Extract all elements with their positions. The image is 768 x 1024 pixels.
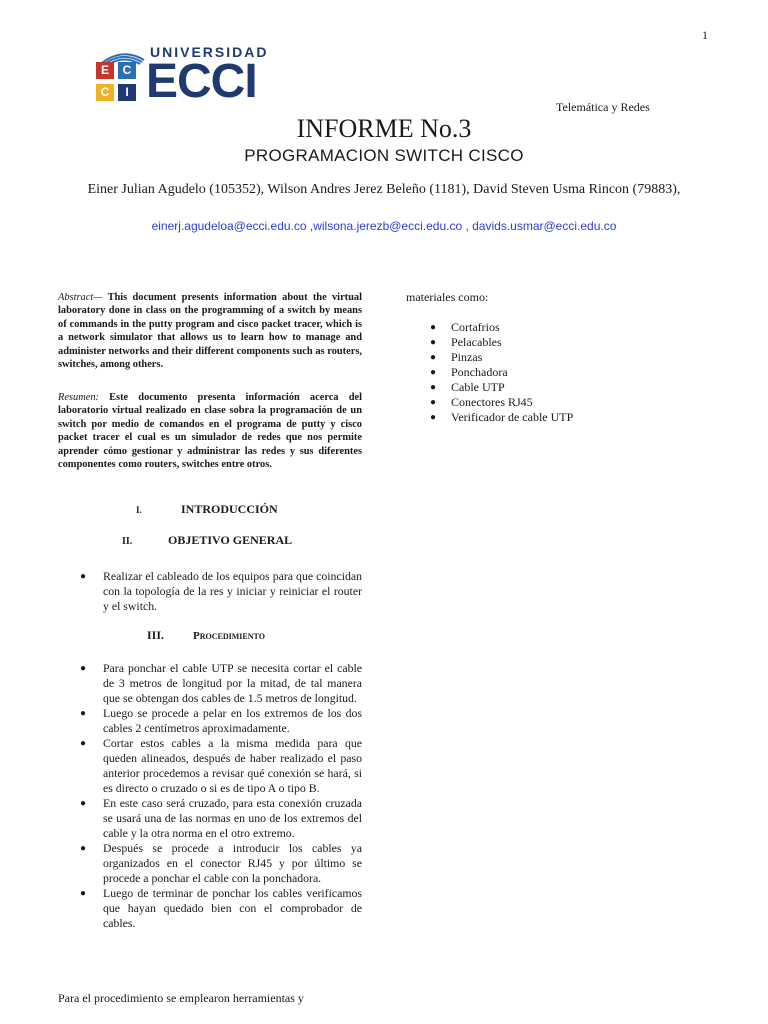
abstract-text: This document presents information about the virtual laboratory done in class on the programming of a switch by means of commands in the putty program and cisco packet tracer, which is a network simulator that allows us to learn how to manage and administer networks and their different components such as routers, switches, among others. [58, 292, 362, 371]
list-item: ● Pelacables [406, 335, 706, 350]
section-introduccion-heading [136, 502, 278, 517]
objetivo-list [58, 569, 362, 614]
abstract-paragraph [58, 291, 362, 371]
resumen-text: Este documento presenta información acerca del laboratorio virtual realizado en clase sobra la programación de un switch por medio de comandos en el programa de putty y cisco packet tracer el cual es un simulador de redes que nos permite aprender cómo gestionar y administrar las redes y sus diferentes componentes como routers, switches entre otros. [58, 392, 362, 471]
materials-list [406, 320, 706, 425]
resumen-label: Resumen: [58, 392, 99, 403]
procedimiento-list [58, 661, 362, 931]
abstract-label: Abstract— [58, 292, 103, 303]
section-objetivo-heading [122, 533, 292, 548]
list-item: ● Cortafrios [406, 320, 706, 335]
list-item: ● Conectores RJ45 [406, 395, 706, 410]
logo-tile-c1: C [118, 62, 136, 79]
section-number: II. [122, 536, 133, 547]
logo-tile-c2: C [96, 84, 114, 101]
department-label: Telemática y Redes [556, 100, 650, 114]
resumen-paragraph [58, 391, 362, 471]
logo-tile-e: E [96, 62, 114, 79]
list-item: ● Luego de terminar de ponchar los cables verificamos que hayan quedado bien con el comprobador de cables. [58, 886, 362, 931]
emails-line: einerj.agudeloa@ecci.edu.co ,wilsona.jerezb@ecci.edu.co , davids.usmar@ecci.edu.co [151, 219, 617, 233]
list-item: ● En este caso será cruzado, para esta conexión cruzada se usará una de las normas en uno de los extremos del cable y la otra norma en el otro extremo. [58, 796, 362, 841]
list-item: ● Cortar estos cables a la misma medida para que queden alineados, después de haber realizado el paso anterior procedemos a revisar qué conexión se hará, si es directo o cruzado o si es de tipo A o tipo B. [58, 736, 362, 796]
section-title: Procedimiento [193, 630, 265, 642]
list-item: ● Realizar el cableado de los equipos para que coincidan con la topología de la res y iniciar y reiniciar el router y el switch. [58, 569, 362, 614]
logo-main-text: ECCI [146, 55, 257, 108]
section-number: III. [147, 628, 165, 642]
list-item: ● Luego se procede a pelar en los extremos de los dos cables 2 centímetros aproximadamente. [58, 706, 362, 736]
report-subtitle: PROGRAMACION SWITCH CISCO [244, 146, 524, 165]
list-item: ● Para ponchar el cable UTP se necesita cortar el cable de 3 metros de longitud por la mitad, de tal manera que se obtengan dos cables de 1.5 metros de longitud. [58, 661, 362, 706]
list-item: ● Después se procede a introducir los cables ya organizados en el conector RJ45 y por último se procede a ponchar el cable con la ponchadora. [58, 841, 362, 886]
list-item: ● Cable UTP [406, 380, 706, 395]
section-title: INTRODUCCIÓN [181, 502, 278, 516]
closing-paragraph: Para el procedimiento se emplearon herramientas y [58, 991, 304, 1005]
authors-line: Einer Julian Agudelo (105352), Wilson Andres Jerez Beleño (1181), David Steven Usma Rincon (79883), [87, 182, 681, 197]
section-title: OBJETIVO GENERAL [168, 533, 293, 547]
logo-tile-i: I [118, 84, 136, 101]
materials-intro: materiales como: [406, 290, 489, 304]
list-item: ● Ponchadora [406, 365, 706, 380]
list-item: ● Verificador de cable UTP [406, 410, 706, 425]
list-item: ● Pinzas [406, 350, 706, 365]
section-number: I. [136, 505, 142, 515]
page-number: 1 [702, 28, 708, 42]
logo-top-text: UNIVERSIDAD [150, 44, 269, 60]
report-title: INFORME No.3 [296, 114, 472, 143]
section-procedimiento-heading [147, 628, 265, 643]
university-logo [92, 44, 272, 114]
